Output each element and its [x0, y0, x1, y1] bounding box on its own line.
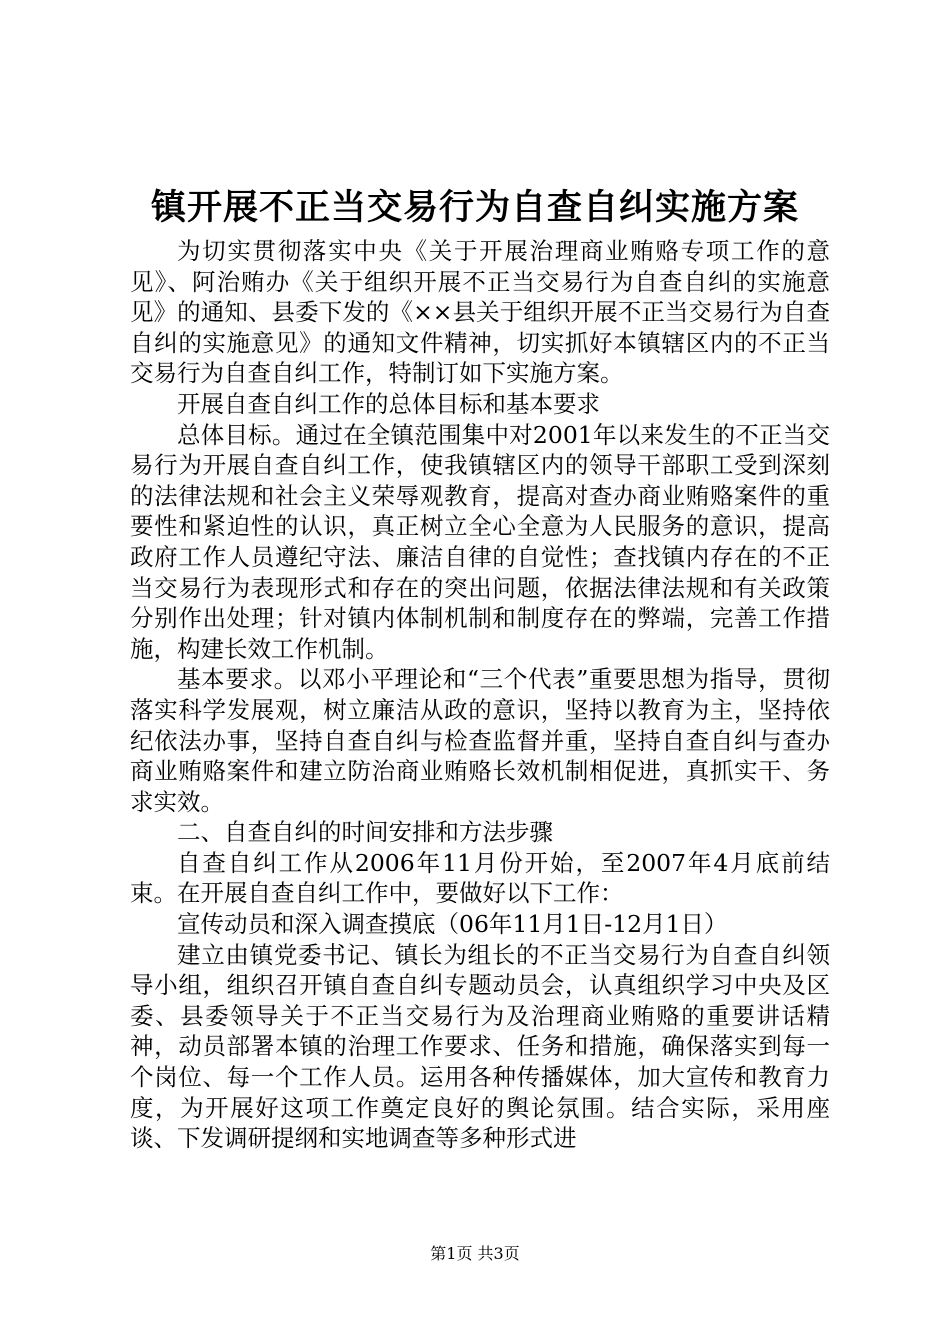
- paragraph-intro: 为切实贯彻落实中央《关于开展治理商业贿赂专项工作的意见》、阿治贿办《关于组织开展不正当交易行为自查自纠的实施意见》的通知、县委下发的《××县关于组织开展不正当交易行为自查自纠的实施意见》的通知文件精神，切实抓好本镇辖区内的不正当交易行为自查自纠工作，特制订如下实施方案。: [130, 237, 830, 388]
- page-footer: 第1页 共3页: [430, 1244, 520, 1263]
- paragraph-leadership-group: 建立由镇党委书记、镇长为组长的不正当交易行为自查自纠领导小组，组织召开镇自查自纠专题动员会，认真组织学习中央及区委、县委领导关于不正当交易行为及治理商业贿赂的重要讲话精神，动员部署本镇的治理工作要求、任务和措施，确保落实到每一个岗位、每一个工作人员。运用各种传播媒体，加大宣传和教育力度，为开展好这项工作奠定良好的舆论氛围。结合实际，采用座谈、下发调研提纲和实地调查等多种形式进: [130, 940, 830, 1153]
- paragraph-basic-requirements: 基本要求。以邓小平理论和“三个代表”重要思想为指导，贯彻落实科学发展观，树立廉洁从政的意识，坚持以教育为主，坚持依纪依法办事，坚持自查自纠与检查监督并重，坚持自查自纠与查办商业贿赂案件和建立防治商业贿赂长效机制相促进，真抓实干、务求实效。: [130, 665, 830, 816]
- document-body: [130, 236, 830, 1154]
- heading-schedule-steps: 二、自查自纠的时间安排和方法步骤: [177, 818, 553, 847]
- heading-goals-requirements: 开展自查自纠工作的总体目标和基本要求: [177, 389, 600, 418]
- paragraph-schedule: 自查自纠工作从2006年11月份开始，至2007年4月底前结束。在开展自查自纠工作中，要做好以下工作：: [130, 848, 830, 908]
- heading-publicity-investigation: 宣传动员和深入调查摸底（06年11月1日-12月1日）: [177, 910, 728, 939]
- paragraph-overall-goal: 总体目标。通过在全镇范围集中对2001年以来发生的不正当交易行为开展自查自纠工作，使我镇辖区内的领导干部职工受到深刻的法律法规和社会主义荣辱观教育，提高对查办商业贿赂案件的重要性和紧迫性的认识，真正树立全心全意为人民服务的意识，提高政府工作人员遵纪守法、廉洁自律的自觉性；查找镇内存在的不正当交易行为表现形式和存在的突出问题，依据法律法规和有关政策分别作出处理；针对镇内体制机制和制度存在的弊端，完善工作措施，构建长效工作机制。: [130, 420, 830, 663]
- document-title: 镇开展不正当交易行为自查自纠实施方案: [150, 187, 799, 228]
